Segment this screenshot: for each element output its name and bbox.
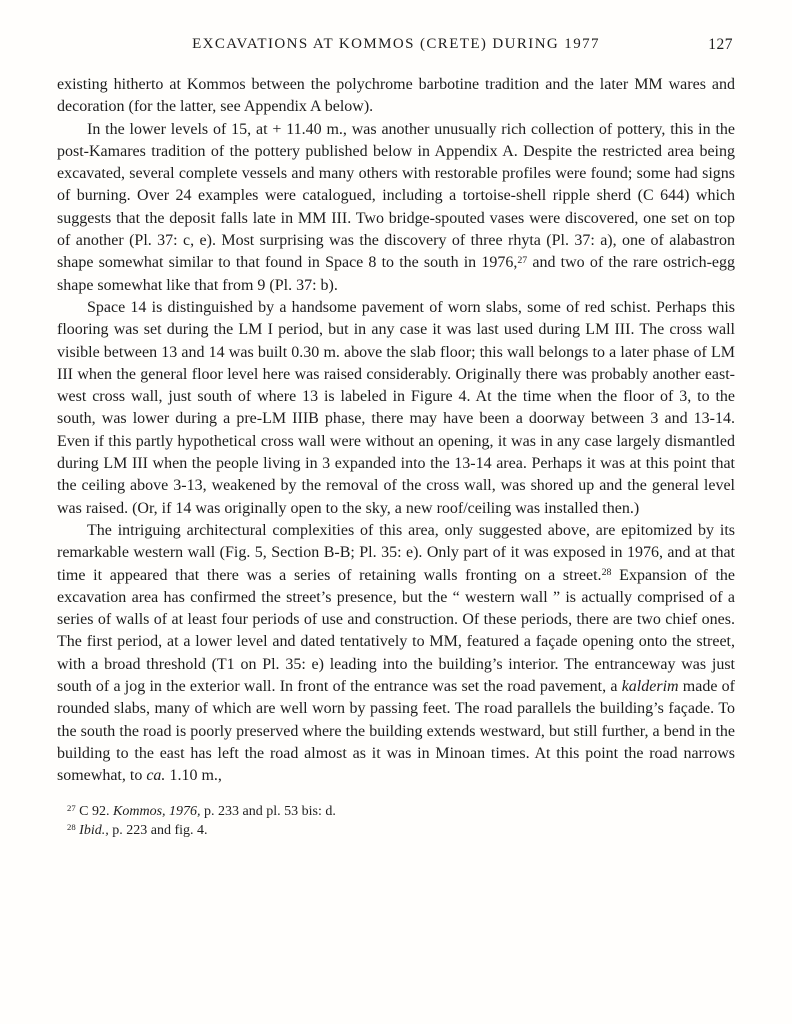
- paragraph: [57, 74, 735, 119]
- footnote-marker: 28: [601, 567, 612, 579]
- text-segment: p. 233 and pl. 53 bis: d.: [200, 803, 336, 819]
- text-segment: 1.10 m.,: [165, 767, 222, 785]
- text-segment: p. 223 and fig. 4.: [108, 823, 208, 838]
- text-segment: existing hitherto at Kommos between the polychrome barbotine tradition and the later MM wares and decoration (for the latter, see Appendix A below).: [57, 76, 735, 116]
- text-segment: The intriguing architectural complexities of this area, only suggested above, are epitomized by its remarkable western wall (Fig. 5, Section B-B; Pl. 35: e). Only part of it was exposed in 1976, and at that time it appeared that there was a series of retaining walls fronting on a street.: [57, 521, 735, 584]
- text-segment: Expansion of the excavation area has confirmed the street’s presence, but the “ western wall ” is actually comprised of a series of walls of at least four periods of use and construction. Of these periods, there are two chief ones. The first period, at a lower level and dated tentatively to MM, featured a façade opening onto the street, with a broad threshold (T1 on Pl. 35: e) leading into the building’s interior. The entranceway was just south of a jog in the exterior wall. In front of the entrance was set the road pavement, a: [57, 566, 735, 696]
- page-header: [57, 36, 735, 56]
- paragraph: [57, 119, 735, 297]
- footnote: [57, 802, 735, 822]
- text-segment: ca.: [146, 767, 166, 785]
- body-text: [57, 74, 735, 788]
- text-segment: made of rounded slabs, many of which are well worn by passing feet. The road parallels the building’s façade. To the south the road is poorly preserved where the building extends westward, but still further, a bend in the building to the east has left the road almost as it was in Minoan times. At this point the road narrows somewhat, to: [57, 678, 736, 785]
- text-segment: Ibid.,: [79, 823, 109, 838]
- footnote: [57, 821, 735, 841]
- text-segment: In the lower levels of 15, at + 11.40 m., was another unusually rich collection of pottery, this in the post-Kamares tradition of the pottery published below in Appendix A. Despite the restricted area being excavated, several complete vessels and many others with restorable profiles were found; some had signs of burning. Over 24 examples were catalogued, including a tortoise-shell ripple sherd (C 644) which suggests that the deposit falls late in MM III. Two bridge-spouted vases were discovered, one set on top of another (Pl. 37: c, e). Most surprising was the discovery of three rhyta (Pl. 37: a), one of alabastron shape somewhat similar to that found in Space 8 to the south in 1976,: [57, 120, 735, 272]
- footnote-marker: 28: [67, 822, 76, 833]
- footnotes: [57, 802, 735, 841]
- text-segment: Space 14 is distinguished by a handsome pavement of worn slabs, some of red schist. Perhaps this flooring was set during the LM I period, but in any case it was last used during LM III. The cross wall visible between 13 and 14 was built 0.30 m. above the slab floor; this wall belongs to a later phase of LM III when the general floor level here was raised considerably. Originally there was probably another east-west cross wall, just south of where 13 is labeled in Figure 4. At the time when the floor of 3, to the south, was lower during a pre-LM IIIB phase, there may have been a doorway between 3 and 13-14. Even if this partly hypothetical cross wall were without an opening, it was in any case largely dismantled during LM III when the people living in 3 expanded into the 13-14 area. Perhaps it was at this point that the ceiling above 3-13, weakened by the removal of the cross wall, was shored up and the general level was raised. (Or, if 14 was originally open to the sky, a new roof/ceiling was installed then.): [57, 298, 735, 517]
- paragraph: [57, 520, 735, 788]
- text-segment: kalderim: [621, 678, 679, 696]
- footnote-marker: 27: [517, 255, 528, 267]
- page-number: 127: [708, 36, 733, 53]
- footnote-marker: 27: [67, 802, 76, 813]
- text-segment: and two of the rare ostrich-egg shape somewhat like that from 9 (Pl. 37: b).: [57, 254, 736, 294]
- paragraph: [57, 297, 735, 520]
- text-segment: C 92.: [75, 803, 114, 819]
- text-segment: Kommos, 1976,: [113, 803, 201, 819]
- running-head-title: EXCAVATIONS AT KOMMOS (CRETE) DURING 1977: [192, 36, 600, 52]
